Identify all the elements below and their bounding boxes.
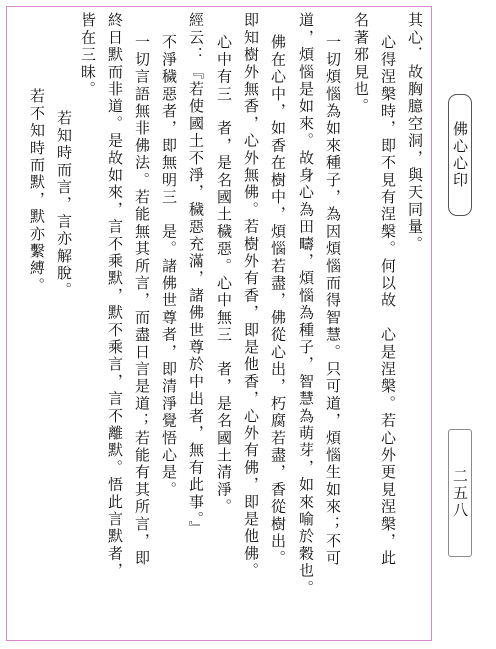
title-tab xyxy=(448,94,472,216)
text-column: 其心．故胸臆空洞，與天同量。 xyxy=(406,12,424,253)
text-column: 一切煩惱為如來種子，為因煩惱而得智慧。只可道，煩惱生如來；不可 xyxy=(324,34,342,568)
page-number: 二五八 xyxy=(451,467,469,519)
text-column: 心得涅槃時，即不見有涅槃。何以故 心是涅槃。若心外更見涅槃，此 xyxy=(379,34,397,568)
text-column: 經云：『若使國土不淨，穢惡充滿，諸佛世尊於中出者，無有此事。』 xyxy=(187,12,205,538)
text-column: 心中有三 者，是名國土穢惡。心中無三 者，是名國土清淨。 xyxy=(215,34,233,516)
margin-rule xyxy=(431,6,432,640)
text-column: 即知樹外無香，心外無佛。若樹外有香，即是他香，心外有佛，即是他佛。 xyxy=(242,12,260,580)
text-column: 終日默而非道。是故如來，言不乘默，默不乘言，言不離默。悟此言默者， xyxy=(106,12,124,580)
text-column: 一切言語無非佛法。若能無其所言，而盡日言是道；若能有其所言，即 xyxy=(133,34,151,568)
book-title: 佛心心印 xyxy=(451,121,469,189)
text-column: 佛在心中，如香在樹中，煩惱若盡，佛從心出，朽腐若盡，香從樹出。 xyxy=(269,34,287,568)
text-column: 道，煩惱是如來。故身心為田疇，煩惱為種子，智慧為萌芽，如來喻於穀也。 xyxy=(297,12,315,597)
text-column: 名著邪見也。 xyxy=(352,12,370,116)
text-column: 若不知時而默，默亦繫縛。 xyxy=(28,88,46,295)
text-column: 皆在三昧。 xyxy=(79,12,97,98)
text-column: 若知時而言，言亦解脫。 xyxy=(55,110,73,300)
text-column: 不淨穢惡者，即無明三 是。諸佛世尊者，即清淨覺悟心是。 xyxy=(160,34,178,499)
page-number-tab xyxy=(448,429,472,557)
